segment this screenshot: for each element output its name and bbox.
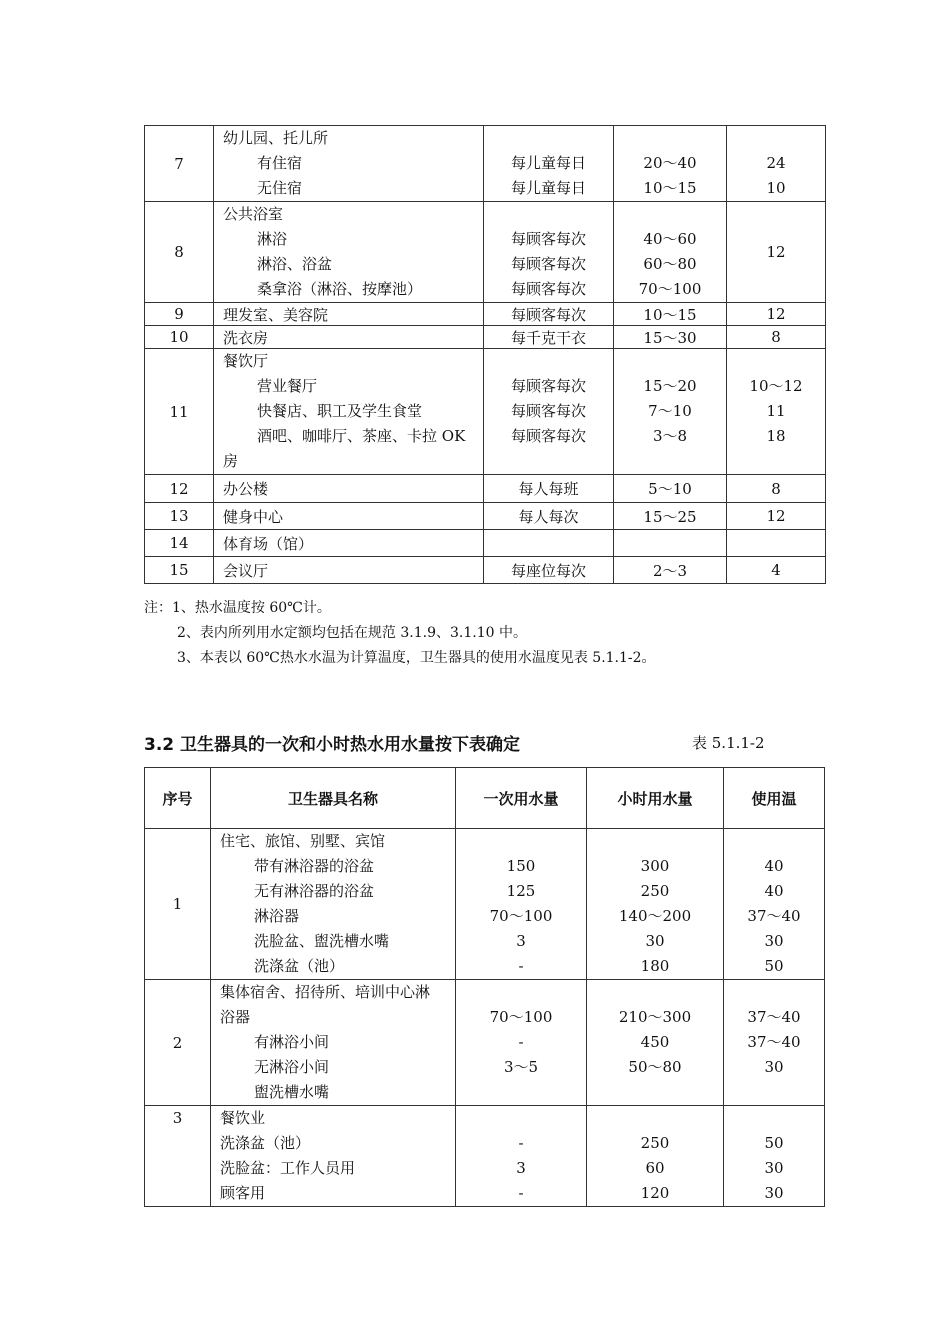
hour-usage: 250 60 120 <box>587 1106 724 1207</box>
quota: 40～60 60～80 70～100 <box>614 202 727 303</box>
use-hours: 8 <box>727 475 826 503</box>
use-temp: 37～40 37～40 30 <box>724 980 825 1106</box>
row-number: 13 <box>145 503 214 530</box>
table-row <box>145 530 826 557</box>
table-row <box>145 475 826 503</box>
table-row <box>145 557 826 584</box>
unit: 每座位每次 <box>484 557 614 584</box>
building-type: 健身中心 <box>214 503 484 530</box>
quota: 15～25 <box>614 503 727 530</box>
building-type: 办公楼 <box>214 475 484 503</box>
use-hours: 12 <box>727 303 826 326</box>
quota: 5～10 <box>614 475 727 503</box>
row-number: 3 <box>145 1106 211 1207</box>
building-type: 洗衣房 <box>214 326 484 349</box>
table-row <box>145 303 826 326</box>
building-type: 幼儿园、托儿所 有住宿 无住宿 <box>214 126 484 202</box>
header-no: 序号 <box>145 768 211 829</box>
unit: 每人每班 <box>484 475 614 503</box>
header-hour-usage: 小时用水量 <box>587 768 724 829</box>
building-type: 餐饮厅 营业餐厅 快餐店、职工及学生食堂 酒吧、咖啡厅、茶座、卡拉 OK 房 <box>214 349 484 475</box>
table-row <box>145 829 825 980</box>
building-type: 体育场（馆） <box>214 530 484 557</box>
note-2: 2、表内所列用水定额均包括在规范 3.1.9、3.1.10 中。 <box>177 625 527 641</box>
header-use-temp: 使用温 <box>724 768 825 829</box>
use-temp: 40 40 37～40 30 50 <box>724 829 825 980</box>
use-hours: 10～12 11 18 <box>727 349 826 475</box>
building-type: 公共浴室 淋浴 淋浴、浴盆 桑拿浴（淋浴、按摩池） <box>214 202 484 303</box>
fixture-hot-water-table <box>144 767 825 1207</box>
once-usage: 150 125 70～100 3 - <box>456 829 587 980</box>
quota: 10～15 <box>614 303 727 326</box>
water-quota-table-continued <box>144 125 826 584</box>
unit: 每人每次 <box>484 503 614 530</box>
building-type: 理发室、美容院 <box>214 303 484 326</box>
unit: 每顾客每次 每顾客每次 每顾客每次 <box>484 349 614 475</box>
quota: 2～3 <box>614 557 727 584</box>
table-row <box>145 980 825 1106</box>
quota: 15～30 <box>614 326 727 349</box>
note-1: 注：1、热水温度按 60℃计。 <box>144 600 331 616</box>
quota: 20～40 10～15 <box>614 126 727 202</box>
row-number: 8 <box>145 202 214 303</box>
row-number: 1 <box>145 829 211 980</box>
use-hours: 24 10 <box>727 126 826 202</box>
header-once-usage: 一次用水量 <box>456 768 587 829</box>
row-number: 2 <box>145 980 211 1106</box>
fixture-name: 住宅、旅馆、别墅、宾馆 带有淋浴器的浴盆 无有淋浴器的浴盆 淋浴器 洗脸盆、盥洗槽水嘴 洗涤盆（池） <box>211 829 456 980</box>
hour-usage: 300 250 140～200 30 180 <box>587 829 724 980</box>
table-number: 表 5.1.1-2 <box>692 734 765 752</box>
once-usage: - 3 - <box>456 1106 587 1207</box>
building-type: 会议厅 <box>214 557 484 584</box>
unit: 每顾客每次 每顾客每次 每顾客每次 <box>484 202 614 303</box>
table-row <box>145 349 826 475</box>
use-hours: 4 <box>727 557 826 584</box>
hour-usage: 210～300 450 50～80 <box>587 980 724 1106</box>
table-row <box>145 1106 825 1207</box>
use-hours <box>727 530 826 557</box>
section-title: 3.2 卫生器具的一次和小时热水用水量按下表确定 <box>144 735 521 755</box>
fixture-name: 集体宿舍、招待所、培训中心淋 浴器 有淋浴小间 无淋浴小间 盥洗槽水嘴 <box>211 980 456 1106</box>
table-row <box>145 326 826 349</box>
use-hours: 8 <box>727 326 826 349</box>
fixture-name: 餐饮业 洗涤盆（池） 洗脸盆：工作人员用 顾客用 <box>211 1106 456 1207</box>
header-fixture-name: 卫生器具名称 <box>211 768 456 829</box>
table-header-row <box>145 768 825 829</box>
row-number: 10 <box>145 326 214 349</box>
row-number: 7 <box>145 126 214 202</box>
use-hours: 12 <box>727 503 826 530</box>
use-temp: 50 30 30 <box>724 1106 825 1207</box>
unit <box>484 530 614 557</box>
note-3: 3、本表以 60℃热水水温为计算温度，卫生器具的使用水温度见表 5.1.1-2。 <box>177 650 656 666</box>
table-row <box>145 503 826 530</box>
table-row <box>145 202 826 303</box>
row-number: 11 <box>145 349 214 475</box>
row-number: 15 <box>145 557 214 584</box>
unit: 每顾客每次 <box>484 303 614 326</box>
quota: 15～20 7～10 3～8 <box>614 349 727 475</box>
table-row <box>145 126 826 202</box>
row-number: 9 <box>145 303 214 326</box>
section-heading <box>144 730 825 758</box>
once-usage: 70～100 - 3～5 <box>456 980 587 1106</box>
unit: 每千克干衣 <box>484 326 614 349</box>
unit: 每儿童每日 每儿童每日 <box>484 126 614 202</box>
quota <box>614 530 727 557</box>
table-notes <box>144 596 656 671</box>
row-number: 12 <box>145 475 214 503</box>
use-hours: 12 <box>727 202 826 303</box>
row-number: 14 <box>145 530 214 557</box>
